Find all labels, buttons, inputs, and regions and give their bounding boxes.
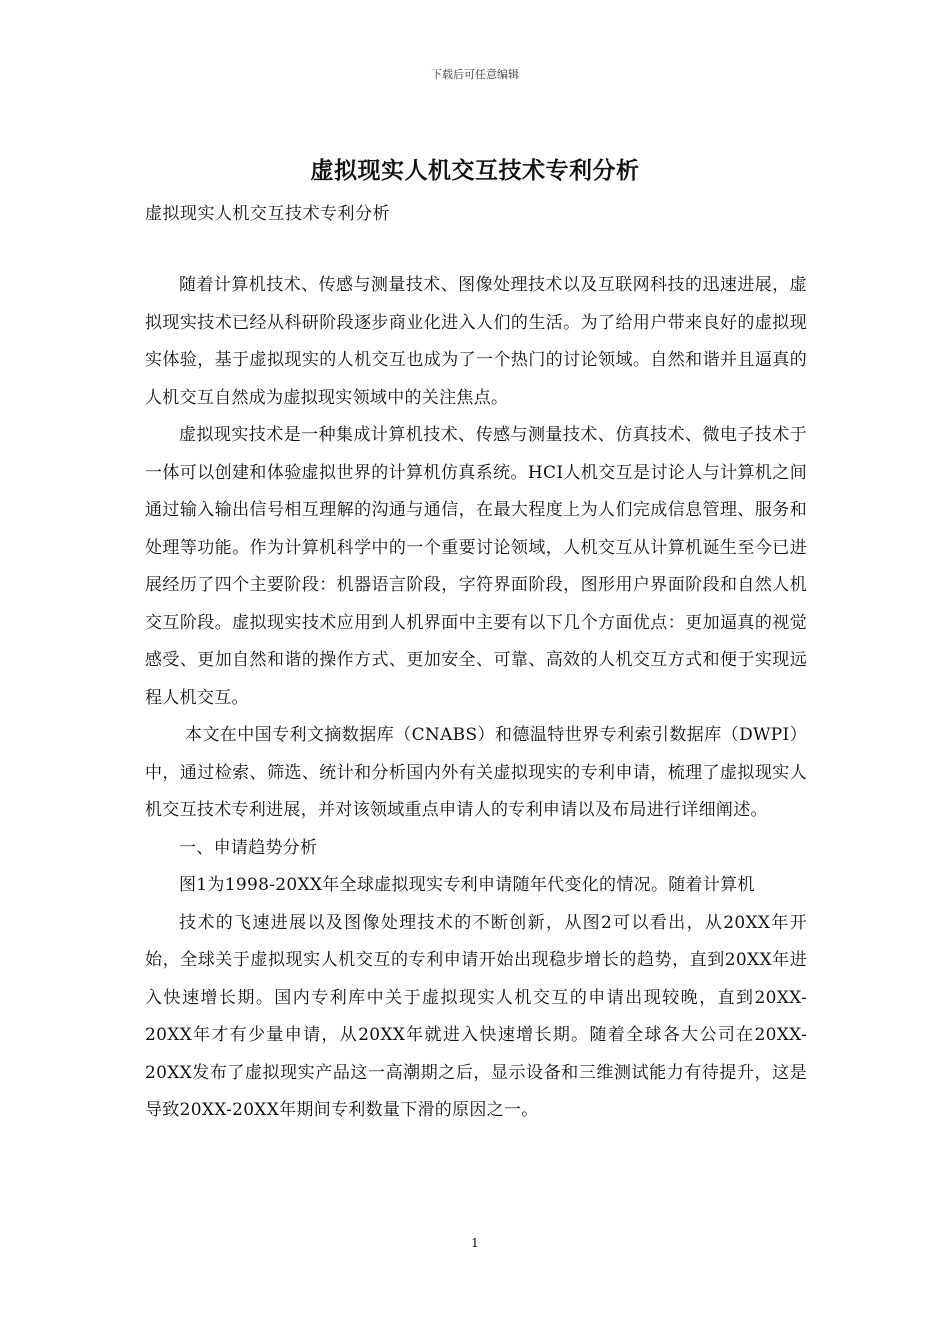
document-body [145, 267, 807, 1130]
document-subtitle: 虚拟现实人机交互技术专利分析 [145, 204, 390, 224]
paragraph-trend-detail: 技术的飞速进展以及图像处理技术的不断创新，从图2可以看出，从20XX年开始，全球关于虚拟现实人机交互的专利申请开始出现稳步增长的趋势，直到20XX年进入快速增长期。国内专利库中关于虚拟现实人机交互的申请出现较晚，直到20XX-20XX年才有少量申请，从20XX年就进入快速增长期。随着全球各大公司在20XX-20XX发布了虚拟现实产品这一高潮期之后，显示设备和三维测试能力有待提升，这是导致20XX-20XX年期间专利数量下滑的原因之一。 [145, 912, 807, 1120]
document-title: 虚拟现实人机交互技术专利分析 [310, 157, 640, 184]
header-note: 下载后可任意编辑 [431, 68, 519, 81]
paragraph-vr-definition: 虚拟现实技术是一种集成计算机技术、传感与测量技术、仿真技术、微电子技术于一体可以创建和体验虚拟世界的计算机仿真系统。HCI人机交互是讨论人与计算机之间通过输入输出信号相互理解的沟通与通信，在最大程度上为人们完成信息管理、服务和处理等功能。作为计算机科学中的一个重要讨论领域，人机交互从计算机诞生至今已进展经历了四个主要阶段：机器语言阶段，字符界面阶段，图形用户界面阶段和自然人机交互阶段。虚拟现实技术应用到人机界面中主要有以下几个方面优点：更加逼真的视觉感受、更加自然和谐的操作方式、更加安全、可靠、高效的人机交互方式和便于实现远程人机交互。 [145, 425, 807, 708]
section-heading-trend: 一、申请趋势分析 [179, 837, 318, 858]
paragraph-scope: 本文在中国专利文摘数据库（CNABS）和德温特世界专利索引数据库（DWPI）中，通过检索、筛选、统计和分析国内外有关虚拟现实的专利申请，梳理了虚拟现实人机交互技术专利进展，并对该领域重点申请人的专利申请以及布局进行详细阐述。 [145, 725, 807, 820]
paragraph-figure1: 图1为1998-20XX年全球虚拟现实专利申请随年代变化的情况。随着计算机 [179, 875, 755, 895]
paragraph-intro: 随着计算机技术、传感与测量技术、图像处理技术以及互联网科技的迅速进展，虚拟现实技术已经从科研阶段逐步商业化进入人们的生活。为了给用户带来良好的虚拟现实体验，基于虚拟现实的人机交互也成为了一个热门的讨论领域。自然和谐并且逼真的人机交互自然成为虚拟现实领域中的关注焦点。 [145, 275, 807, 408]
page-number: 1 [471, 1236, 479, 1250]
